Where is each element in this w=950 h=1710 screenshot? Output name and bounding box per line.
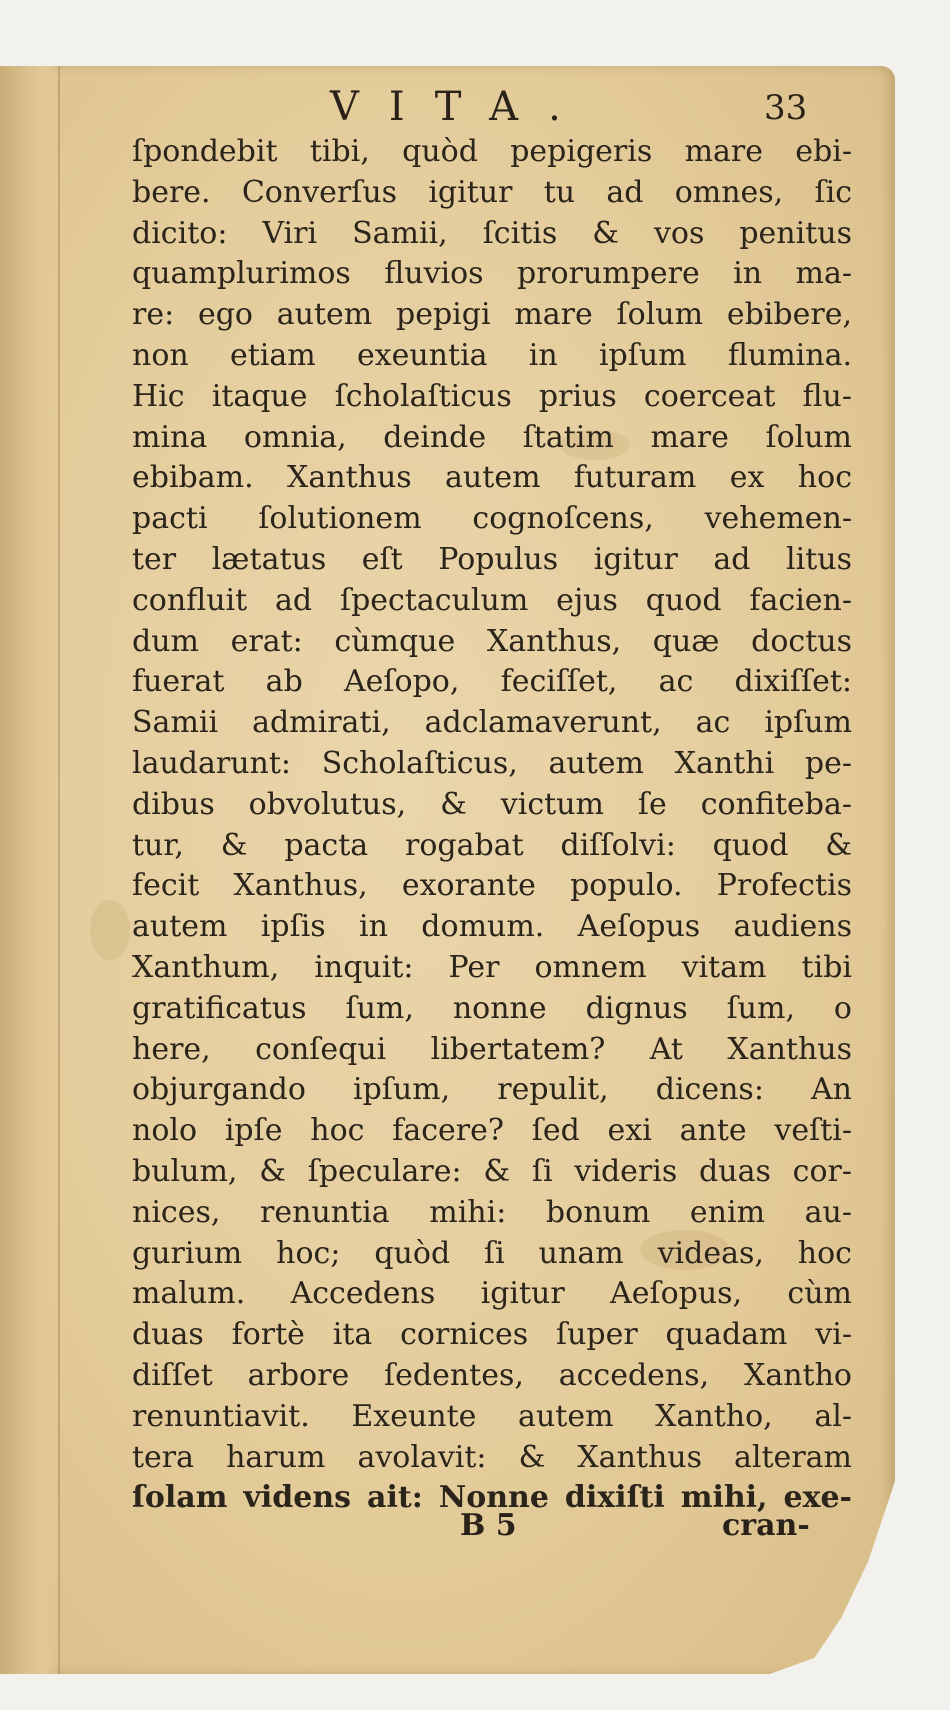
text-line: autem ipſis in domum. Aeſopus audiens xyxy=(132,909,852,945)
text-line: bulum, & ſpeculare: & ſi videris duas cor- xyxy=(132,1153,852,1189)
text-line: mina omnia, deinde ſtatim mare ſolum xyxy=(132,419,852,455)
text-line: fuerat ab Aeſopo, feciſſet, ac dixiſſet: xyxy=(132,664,852,700)
text-line: bere. Converſus igitur tu ad omnes, ſic xyxy=(132,174,852,210)
text-line: dibus obvolutus, & victum ſe confiteba- xyxy=(132,786,852,822)
text-line: duas fortè ita cornices ſuper quadam vi- xyxy=(132,1317,852,1353)
text-line: Samii admirati, adclamaverunt, ac ipſum xyxy=(132,705,852,741)
text-line: here, conſequi libertatem? At Xanthus xyxy=(132,1031,852,1067)
text-line: re: ego autem pepigi mare ſolum ebibere, xyxy=(132,297,852,333)
gutter-fold xyxy=(58,66,60,1674)
catchword: cran- xyxy=(722,1508,810,1543)
text-line: ter lætatus eſt Populus igitur ad litus xyxy=(132,541,852,577)
text-line: tur, & pacta rogabat diſſolvi: quod & xyxy=(132,827,852,863)
text-line: Hic itaque ſcholaſticus prius coerceat flu- xyxy=(132,378,852,414)
text-line: non etiam exeuntia in ipſum flumina. xyxy=(132,337,852,373)
page-header xyxy=(0,76,895,136)
text-line: diſſet arbore ſedentes, accedens, Xantho xyxy=(132,1357,852,1393)
text-line: confluit ad ſpectaculum ejus quod facien- xyxy=(132,582,852,618)
text-line: laudarunt: Scholaſticus, autem Xanthi pe- xyxy=(132,745,852,781)
text-line: gurium hoc; quòd ſi unam videas, hoc xyxy=(132,1235,852,1271)
text-line: ſpondebit tibi, quòd pepigeris mare ebi- xyxy=(132,134,852,169)
signature-mark: B 5 xyxy=(460,1508,517,1543)
text-line: ſolam videns ait: Nonne dixiſti mihi, exe- xyxy=(132,1480,852,1516)
text-line: tera harum avolavit: & Xanthus alteram xyxy=(132,1439,852,1475)
text-line: renuntiavit. Exeunte autem Xantho, al- xyxy=(132,1398,852,1434)
paper-stain xyxy=(90,900,130,960)
text-line: dum erat: cùmque Xanthus, quæ doctus xyxy=(132,623,852,659)
text-line: fecit Xanthus, exorante populo. Profectis xyxy=(132,868,852,904)
text-line: objurgando ipſum, repulit, dicens: An xyxy=(132,1072,852,1108)
text-line: malum. Accedens igitur Aeſopus, cùm xyxy=(132,1276,852,1312)
running-head: VITA. xyxy=(330,84,591,130)
page-number: 33 xyxy=(764,88,808,128)
text-line: nolo ipſe hoc facere? ſed exi ante veſti- xyxy=(132,1113,852,1149)
body-text xyxy=(132,132,852,1519)
page-gutter xyxy=(0,66,62,1674)
text-line: nices, renuntia mihi: bonum enim au- xyxy=(132,1194,852,1230)
text-line: Xanthum, inquit: Per omnem vitam tibi xyxy=(132,949,852,985)
text-line: quamplurimos fluvios prorumpere in ma- xyxy=(132,256,852,292)
text-line: gratificatus ſum, nonne dignus ſum, o xyxy=(132,990,852,1026)
text-line: ebibam. Xanthus autem futuram ex hoc xyxy=(132,460,852,496)
text-line: pacti ſolutionem cognoſcens, vehemen- xyxy=(132,501,852,537)
text-line: dicito: Viri Samii, ſcitis & vos penitus xyxy=(132,215,852,251)
